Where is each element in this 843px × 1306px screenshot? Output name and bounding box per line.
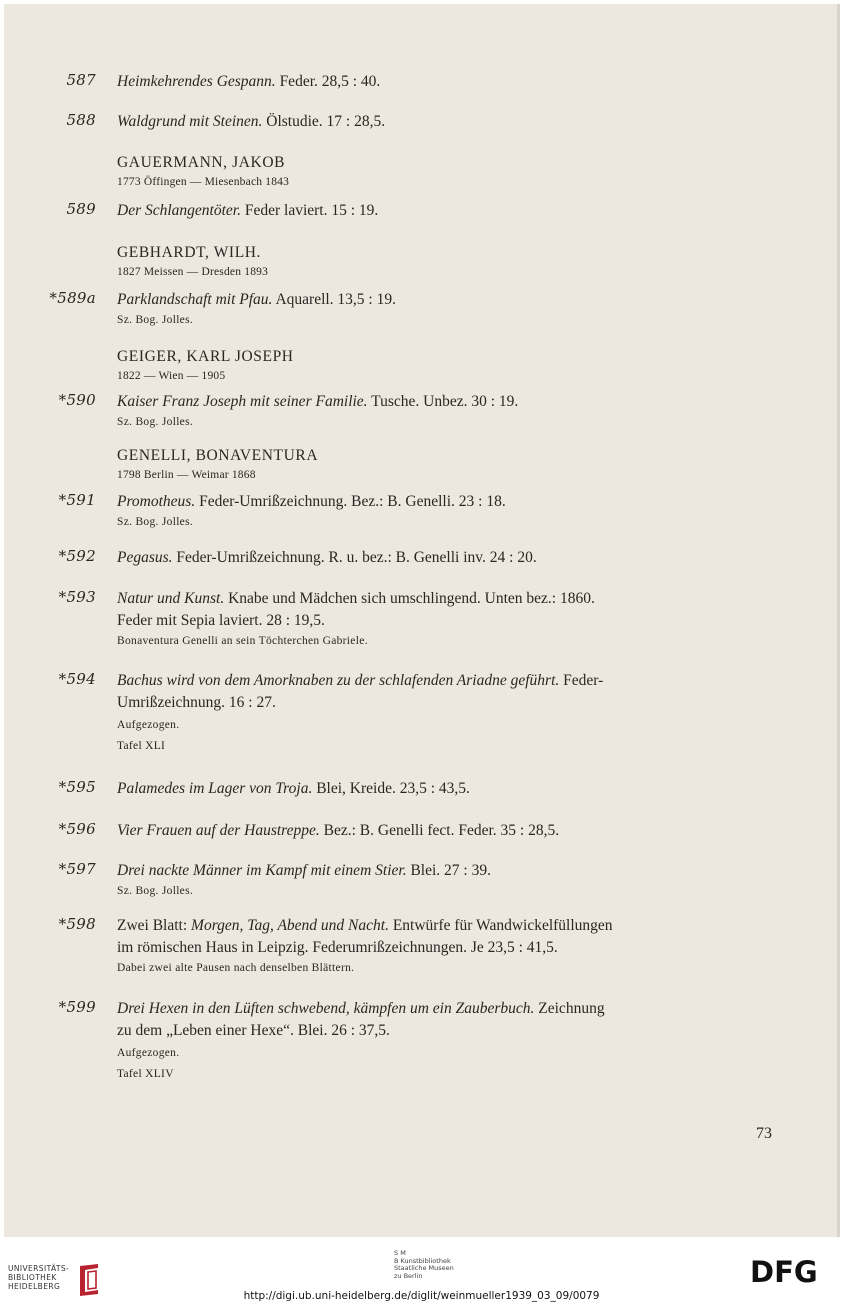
entry-number: 587	[66, 71, 96, 89]
entry-prefix: Zwei Blatt:	[117, 917, 188, 934]
entry-body	[117, 588, 787, 650]
artist-name: GEIGER, KARL JOSEPH	[117, 348, 294, 365]
entry-title: Drei nackte Männer im Kampf mit einem Stier.	[117, 862, 407, 879]
entry-text: Ölstudie. 17 : 28,5.	[266, 113, 386, 130]
entry-body	[117, 391, 787, 431]
entry-body	[117, 491, 787, 531]
entry-number: *594	[58, 670, 96, 688]
entry-title: Pegasus.	[117, 549, 173, 566]
entry-text: Umrißzeichnung. 16 : 27.	[117, 694, 276, 711]
entry-text: Feder mit Sepia laviert. 28 : 19,5.	[117, 612, 325, 629]
entry-text: Feder-Umrißzeichnung. Bez.: B. Genelli. 23 : 18.	[199, 493, 506, 510]
artist-life-dates: 1827 Meissen — Dresden 1893	[117, 266, 269, 278]
dfg-logo[interactable]	[750, 1256, 832, 1286]
catalog-page	[4, 4, 840, 1237]
entry-title: Der Schlangentöter.	[117, 202, 241, 219]
entry-plate: Tafel XLI	[117, 740, 166, 752]
entry-number: 588	[66, 111, 96, 129]
artist-life-dates: 1822 — Wien — 1905	[117, 370, 226, 382]
entry-number: *591	[58, 491, 96, 509]
entry-number: *589a	[49, 289, 96, 307]
entry-title: Natur und Kunst.	[117, 590, 225, 607]
entry-title: Bachus wird von dem Amorknaben zu der schlafenden Ariadne geführt.	[117, 672, 560, 689]
entry-provenance: Sz. Bog. Jolles.	[117, 885, 194, 897]
entry-note: Aufgezogen.	[117, 1047, 180, 1059]
entry-body	[117, 547, 787, 569]
entry-number: *592	[58, 547, 96, 565]
entry-title: Heimkehrendes Gespann.	[117, 73, 276, 90]
entry-title: Drei Hexen in den Lüften schwebend, kämpfen um ein Zauberbuch.	[117, 1000, 535, 1017]
entry-text: Knabe und Mädchen sich umschlingend. Unten bez.: 1860.	[228, 590, 595, 607]
entry-provenance: Sz. Bog. Jolles.	[117, 416, 194, 428]
entry-body	[117, 860, 787, 900]
entry-title: Waldgrund mit Steinen.	[117, 113, 263, 130]
digitization-footer	[0, 1240, 843, 1306]
entry-text: Entwürfe für Wandwickelfüllungen	[392, 917, 613, 934]
entry-number: *590	[58, 391, 96, 409]
entry-text: Feder-	[563, 672, 604, 689]
entry-body	[117, 111, 787, 133]
entry-title: Parklandschaft mit Pfau.	[117, 291, 273, 308]
entry-body	[117, 289, 787, 329]
entry-note: Dabei zwei alte Pausen nach denselben Blättern.	[117, 962, 355, 974]
entry-number: *596	[58, 820, 96, 838]
entry-text: Tusche. Unbez. 30 : 19.	[371, 393, 519, 410]
entry-title: Promotheus.	[117, 493, 196, 510]
entry-title: Morgen, Tag, Abend und Nacht.	[191, 917, 389, 934]
ub-logo-text: UNIVERSITÄTS- BIBLIOTHEK HEIDELBERG	[8, 1264, 70, 1291]
entry-number: 589	[66, 200, 96, 218]
smb-kunstbibliothek-logo: S M B Kunstbibliothek Staatliche Museen zu Berlin	[394, 1249, 454, 1280]
entry-number: *597	[58, 860, 96, 878]
source-url-link[interactable]: http://digi.ub.uni-heidelberg.de/diglit/weinmueller1939_03_09/0079	[243, 1290, 600, 1302]
entry-text: Blei. 27 : 39.	[410, 862, 491, 879]
entry-body	[117, 200, 787, 222]
entry-text: zu dem „Leben einer Hexe“. Blei. 26 : 37,5.	[117, 1022, 390, 1039]
artist-name: GAUERMANN, JAKOB	[117, 154, 286, 171]
dfg-logo-text: DFG	[750, 1256, 818, 1286]
artist-life-dates: 1773 Öffingen — Miesenbach 1843	[117, 176, 290, 188]
entry-text: Blei, Kreide. 23,5 : 43,5.	[316, 780, 470, 797]
entry-body	[117, 998, 787, 1083]
entry-text: Zeichnung	[538, 1000, 605, 1017]
entry-number: *598	[58, 915, 96, 933]
entry-body	[117, 915, 787, 977]
entry-body	[117, 71, 787, 93]
entry-text: Feder-Umrißzeichnung. R. u. bez.: B. Genelli inv. 24 : 20.	[176, 549, 537, 566]
entry-text: Bez.: B. Genelli fect. Feder. 35 : 28,5.	[323, 822, 560, 839]
entry-title: Vier Frauen auf der Haustreppe.	[117, 822, 320, 839]
artist-name: GENELLI, BONAVENTURA	[117, 447, 319, 464]
entry-body	[117, 820, 787, 842]
entry-title: Kaiser Franz Joseph mit seiner Familie.	[117, 393, 368, 410]
entry-body	[117, 778, 787, 800]
entry-note: Bonaventura Genelli an sein Töchterchen Gabriele.	[117, 635, 368, 647]
entry-provenance: Sz. Bog. Jolles.	[117, 314, 194, 326]
artist-name: GEBHARDT, WILH.	[117, 244, 262, 261]
entry-text: Feder laviert. 15 : 19.	[244, 202, 379, 219]
entry-provenance: Sz. Bog. Jolles.	[117, 516, 194, 528]
entry-number: *599	[58, 998, 96, 1016]
page-number: 73	[756, 1125, 772, 1142]
artist-life-dates: 1798 Berlin — Weimar 1868	[117, 469, 256, 481]
entry-body	[117, 670, 787, 755]
entry-number: *595	[58, 778, 96, 796]
entry-text: im römischen Haus in Leipzig. Federumrißzeichnungen. Je 23,5 : 41,5.	[117, 939, 558, 956]
entry-text: Aquarell. 13,5 : 19.	[275, 291, 396, 308]
entry-plate: Tafel XLIV	[117, 1068, 174, 1080]
entry-number: *593	[58, 588, 96, 606]
entry-text: Feder. 28,5 : 40.	[279, 73, 381, 90]
entry-note: Aufgezogen.	[117, 719, 180, 731]
entry-title: Palamedes im Lager von Troja.	[117, 780, 313, 797]
